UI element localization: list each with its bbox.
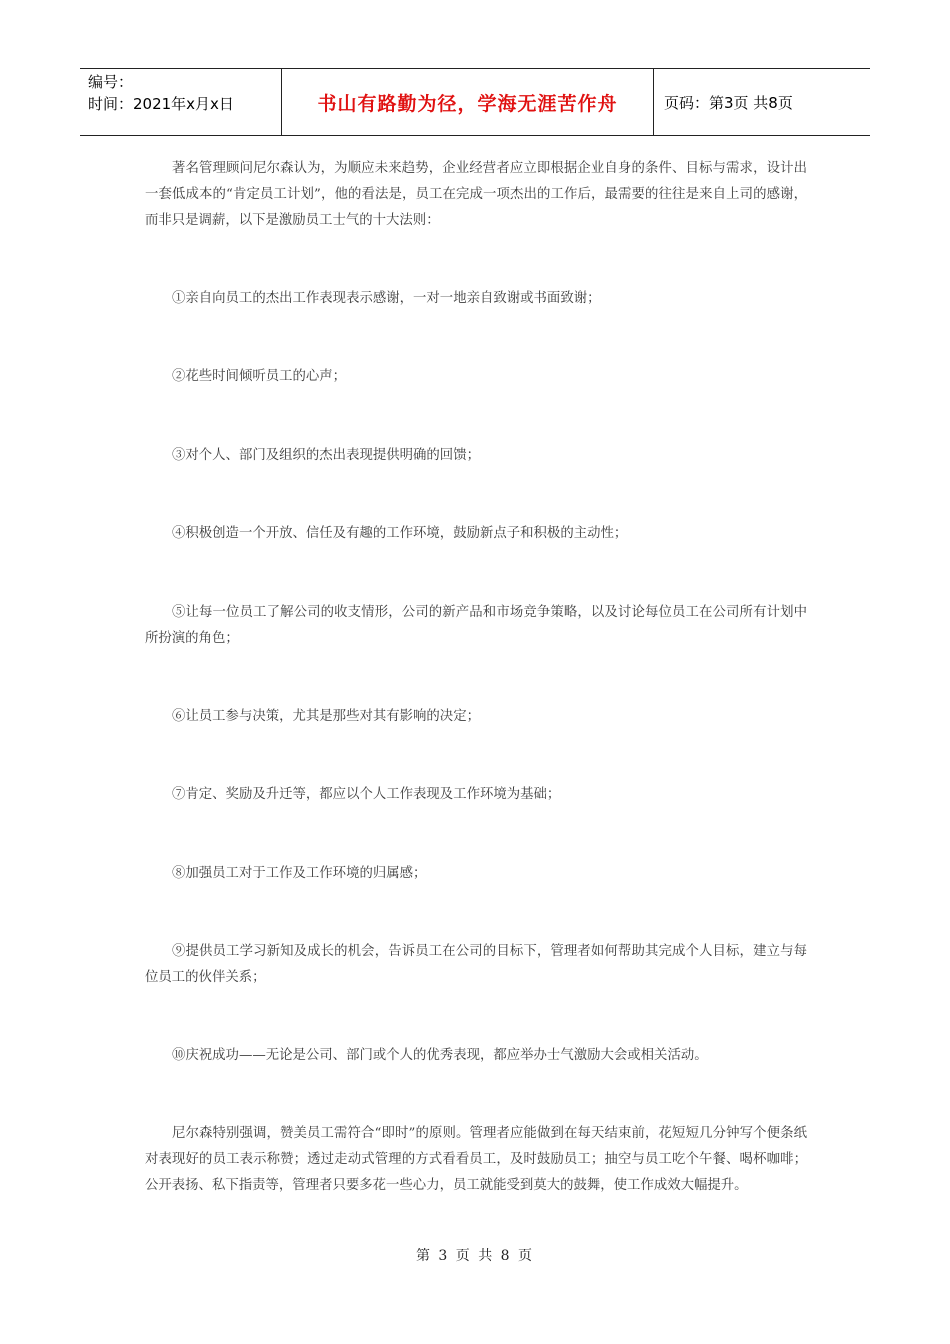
header-motto: 书山有路勤为径，学海无涯苦作舟 — [282, 69, 654, 135]
document-header — [80, 68, 870, 136]
rule-item: ⑦肯定、奖励及升迁等，都应以个人工作表现及工作环境为基础； — [172, 787, 561, 802]
rule-item: ①亲自向员工的杰出工作表现表示感谢，一对一地亲自致谢或书面致谢； — [172, 291, 601, 306]
header-page-info: 页码：第3页 共8页 — [664, 93, 793, 112]
rule-item: ⑤让每一位员工了解公司的收支情形，公司的新产品和市场竞争策略，以及讨论每位员工在公司所有计划中所扮演的角色； — [145, 605, 807, 646]
rule-item: ⑩庆祝成功——无论是公司、部门或个人的优秀表现，都应举办士气激励大会或相关活动。 — [172, 1048, 708, 1063]
rule-item: ④积极创造一个开放、信任及有趣的工作环境，鼓励新点子和积极的主动性； — [172, 526, 628, 541]
rule-item: ⑨提供员工学习新知及成长的机会，告诉员工在公司的目标下，管理者如何帮助其完成个人目标，建立与每位员工的伙伴关系； — [145, 944, 807, 985]
rule-item: ③对个人、部门及组织的杰出表现提供明确的回馈； — [172, 448, 480, 463]
number-label: 编号： — [88, 73, 134, 91]
rule-item: ⑧加强员工对于工作及工作环境的归属感； — [172, 866, 427, 881]
closing-paragraph: 尼尔森特别强调，赞美员工需符合“即时”的原则。管理者应能做到在每天结束前，花短短几分钟写个便条纸对表现好的员工表示称赞；透过走动式管理的方式看看员工，及时鼓励员工；抽空与员工吃个午餐、喝杯咖啡；公开表扬、私下指责等，管理者只要多花一些心力，员工就能受到莫大的鼓舞，使工作成效大幅提升。 — [145, 1126, 807, 1193]
page-footer: 第 3 页 共 8 页 — [415, 1248, 535, 1264]
rule-item: ⑥让员工参与决策，尤其是那些对其有影响的决定； — [172, 709, 480, 724]
header-info-cell — [80, 69, 282, 135]
rule-item: ②花些时间倾听员工的心声； — [172, 369, 347, 384]
date-line: 时间：2021年x月x日 — [88, 95, 234, 113]
intro-paragraph: 著名管理顾问尼尔森认为，为顺应未来趋势，企业经营者应立即根据企业自身的条件、目标与需求，设计出一套低成本的“肯定员工计划”，他的看法是，员工在完成一项杰出的工作后，最需要的往往是来自上司的感谢，而非只是调薪，以下是激励员工士气的十大法则： — [145, 161, 807, 228]
